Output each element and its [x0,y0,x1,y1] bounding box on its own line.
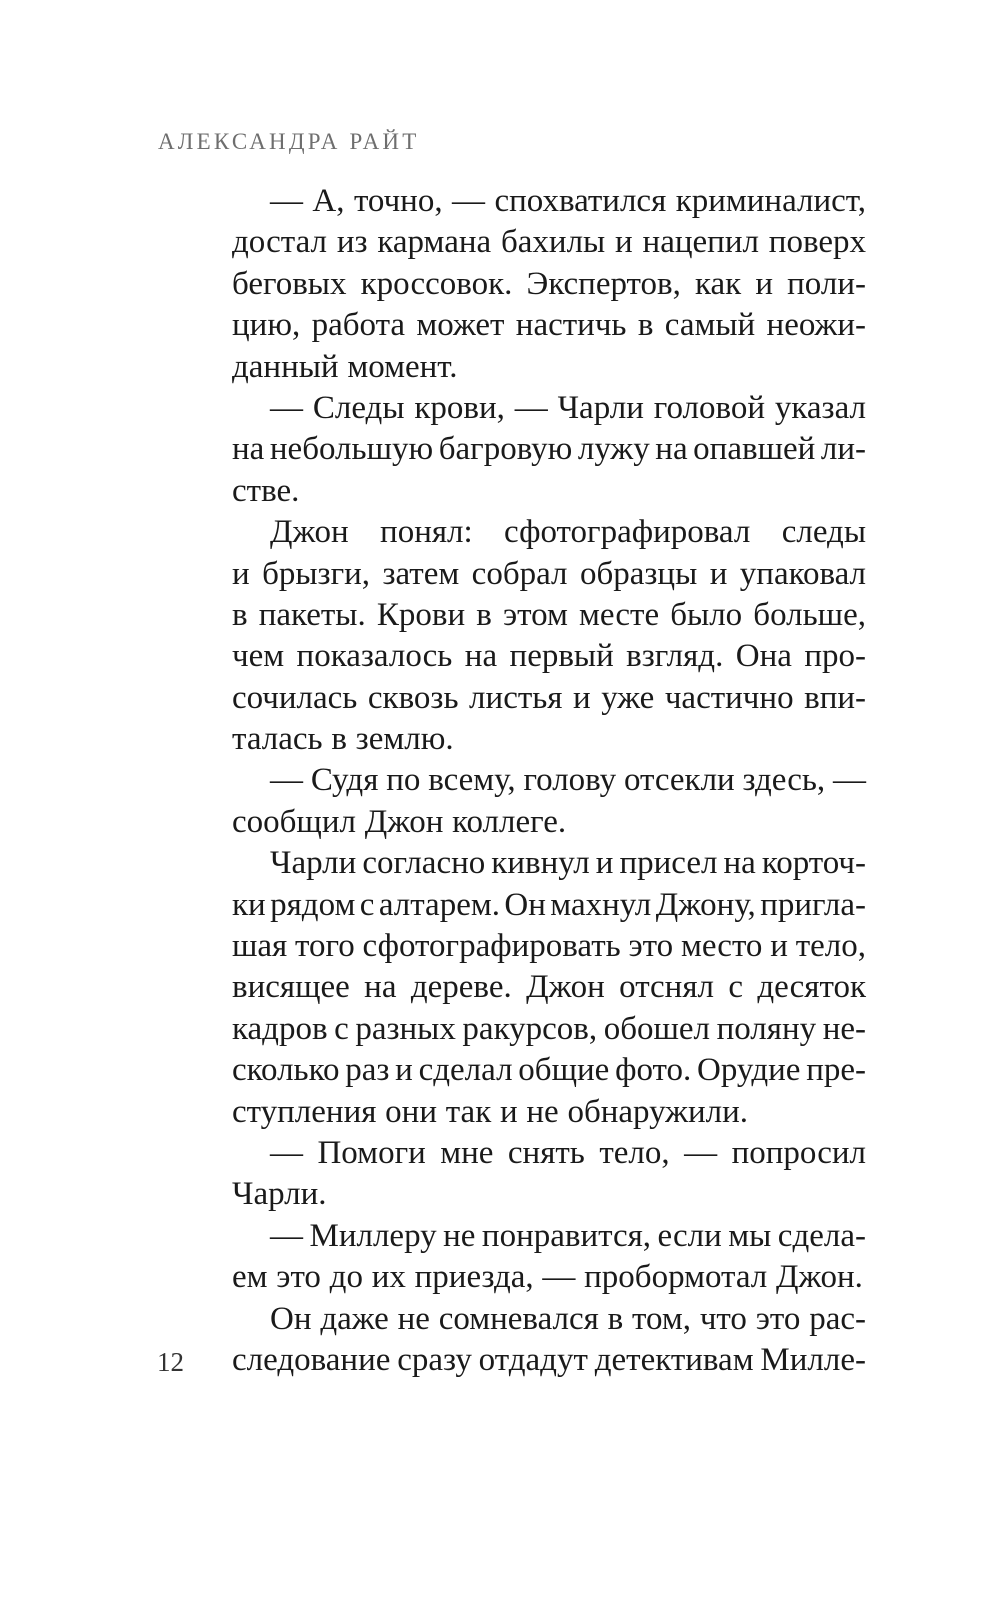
text-line: — Миллеру не понравится, если мы сдела- [270,1217,866,1254]
text-line: сколько раз и сделал общие фото. Орудие пре- [232,1052,866,1089]
text-line: и брызги, затем собрал образцы и упаковал [232,555,866,592]
text-line: достал из кармана бахилы и нацепил поверх [232,224,866,261]
text-line: висящее на дереве. Джон отснял с десяток [232,969,866,1006]
text-line: — А, точно, — спохватился криминалист, [270,183,866,219]
text-line: цию, работа может настичь в самый неожи- [232,307,866,344]
text-line: — Следы крови, — Чарли головой указал [270,389,866,426]
text-line: на небольшую багровую лужу на опавшей ли- [232,431,866,468]
text-line: Чарли согласно кивнул и присел на корточ- [270,845,866,882]
text-line: Он даже не сомневался в том, что это рас- [270,1300,866,1337]
text-line: чем показалось на первый взгляд. Она про- [232,638,866,675]
text-line: шая того сфотографировать это место и тело, [232,928,866,965]
text-line: Чарли. [232,1176,327,1213]
text-line: талась в землю. [232,721,454,758]
text-line: — Помоги мне снять тело, — попросил [270,1134,866,1171]
body-text [232,181,866,1381]
text-line: следование сразу отдадут детективам Милле- [232,1341,866,1378]
text-line: ступления они так и не обнаружили. [232,1093,749,1130]
text-line: данный момент. [232,348,458,385]
text-line: сочилась сквозь листья и уже частично впи- [232,679,866,716]
text-line: Джон понял: сфотографировал следы [270,514,866,551]
text-line: ем это до их приезда, — пробормотал Джон. [232,1259,863,1296]
text-line: беговых кроссовок. Экспертов, как и поли- [232,265,866,302]
running-header-author: АЛЕКСАНДРА РАЙТ [158,129,420,154]
text-line: — Судя по всему, голову отсекли здесь, — [270,762,866,799]
text-line: стве. [232,472,300,509]
text-line: кадров с разных ракурсов, обошел поляну не- [232,1010,866,1047]
page-number: 12 [157,1347,184,1377]
text-line: ки рядом с алтарем. Он махнул Джону, пригла- [232,886,866,923]
text-line: в пакеты. Крови в этом месте было больше, [232,596,866,633]
text-line: сообщил Джон коллеге. [232,803,567,840]
